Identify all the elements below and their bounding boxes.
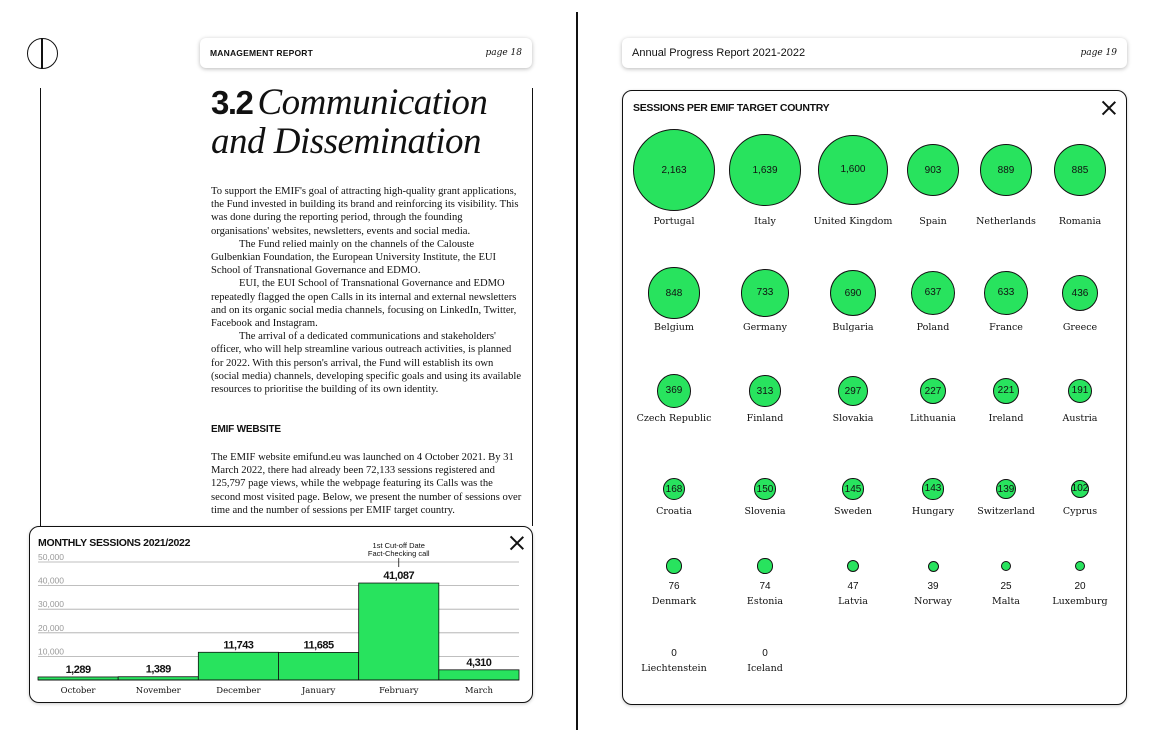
bubble-area bbox=[632, 373, 716, 409]
bubble-value-label: 143 bbox=[924, 483, 942, 495]
x-category-label: November bbox=[135, 686, 181, 696]
bubble-area bbox=[1038, 373, 1122, 409]
country-item bbox=[634, 553, 714, 608]
country-bubble bbox=[830, 270, 876, 316]
country-item bbox=[966, 373, 1046, 425]
country-item bbox=[1040, 128, 1120, 228]
bubble-value-label: 889 bbox=[997, 164, 1015, 176]
country-item bbox=[634, 373, 714, 425]
country-item bbox=[966, 553, 1046, 608]
bubble-area bbox=[891, 128, 975, 212]
logo-icon bbox=[27, 38, 58, 69]
bubble-area bbox=[723, 476, 807, 502]
bubble-area bbox=[723, 268, 807, 318]
country-item bbox=[813, 268, 893, 334]
left-margin-rule bbox=[40, 88, 41, 526]
country-name-label: Latvia bbox=[838, 596, 868, 607]
country-value-label: 39 bbox=[927, 581, 939, 592]
country-bubble bbox=[754, 478, 776, 500]
bubble-value-label: 168 bbox=[665, 483, 683, 495]
x-category-label: March bbox=[464, 686, 493, 696]
x-category-label: October bbox=[60, 686, 96, 696]
country-item bbox=[725, 646, 805, 675]
bar bbox=[198, 652, 278, 680]
bubble-area bbox=[632, 476, 716, 502]
country-item bbox=[634, 476, 714, 518]
bubble-value-label: 221 bbox=[997, 385, 1015, 397]
bubble-value-label: 150 bbox=[756, 483, 774, 495]
bubble-area bbox=[1038, 476, 1122, 502]
country-name-label: Poland bbox=[916, 322, 950, 333]
bubble-value-label: 313 bbox=[756, 385, 774, 397]
bubble-value-label: 733 bbox=[756, 287, 774, 299]
bubble-value-label: 191 bbox=[1071, 385, 1089, 397]
monthly-sessions-chart bbox=[30, 527, 534, 704]
country-bubble bbox=[838, 376, 868, 406]
website-paragraph: The EMIF website emifund.eu was launched on 4 October 2021. By 31 March 2022, there had already been 72,133 sessions registered and 125,797 page views, while the webpage featuring its Calls was the second most visited page. Below, we present the number of sessions over time and the number of sessions per EMIF target country. bbox=[211, 452, 522, 516]
country-name-label: Belgium bbox=[654, 322, 694, 333]
y-tick-label: 40,000 bbox=[38, 575, 64, 586]
country-item bbox=[725, 476, 805, 518]
country-name-label: France bbox=[989, 322, 1023, 333]
bubble-area bbox=[1038, 553, 1122, 579]
country-item bbox=[634, 268, 714, 334]
country-item bbox=[893, 553, 973, 608]
country-bubble bbox=[729, 134, 800, 205]
country-bubble bbox=[1068, 379, 1092, 403]
country-item bbox=[634, 128, 714, 228]
bubble-value-label: 1,600 bbox=[840, 164, 866, 176]
country-value-label: 0 bbox=[671, 648, 677, 659]
right-page-header bbox=[622, 38, 1127, 68]
country-item bbox=[725, 268, 805, 334]
bubble-value-label: 690 bbox=[844, 287, 862, 299]
website-body-text bbox=[211, 451, 523, 517]
right-page-number: page 19 bbox=[1080, 48, 1117, 58]
x-category-label: December bbox=[216, 686, 261, 696]
country-name-label: Lithuania bbox=[910, 413, 956, 424]
bubble-area bbox=[964, 128, 1048, 212]
country-name-label: Romania bbox=[1058, 216, 1102, 227]
country-name-label: Spain bbox=[919, 216, 947, 227]
intro-paragraph: EUI, the EUI School of Transnational Governance and EDMO repeatedly flagged the open Calls in its internal and external newsletters and on its organic social media channels, focusing on LinkedIn, Twitter, Facebook and Instagram. bbox=[211, 278, 517, 330]
bar-value-label: 11,743 bbox=[223, 639, 254, 652]
intro-body-text bbox=[211, 185, 523, 396]
y-tick-label: 10,000 bbox=[38, 646, 64, 657]
y-tick-label: 30,000 bbox=[38, 599, 64, 610]
country-name-label: Greece bbox=[1062, 322, 1098, 333]
country-panel-title: SESSIONS PER EMIF TARGET COUNTRY bbox=[633, 102, 830, 114]
country-bubble bbox=[984, 271, 1028, 315]
bubble-area bbox=[891, 268, 975, 318]
section-heading bbox=[211, 82, 531, 164]
country-name-label: Iceland bbox=[747, 663, 783, 674]
country-bubble bbox=[657, 374, 691, 408]
country-item bbox=[893, 268, 973, 334]
close-icon[interactable] bbox=[1102, 101, 1116, 115]
country-item bbox=[813, 553, 893, 608]
country-name-label: Austria bbox=[1062, 413, 1098, 424]
bubble-value-label: 633 bbox=[997, 287, 1015, 299]
country-name-label: Norway bbox=[914, 596, 952, 607]
country-bubble bbox=[980, 144, 1033, 197]
country-name-label: Sweden bbox=[833, 506, 873, 517]
country-bubble bbox=[1071, 480, 1089, 498]
country-name-label: Croatia bbox=[656, 506, 692, 517]
x-category-label: January bbox=[301, 686, 336, 696]
country-name-label: Slovakia bbox=[832, 413, 874, 424]
bar-value-label: 4,310 bbox=[466, 656, 492, 669]
country-item bbox=[1040, 553, 1120, 608]
country-value-label: 25 bbox=[1000, 581, 1012, 592]
country-item bbox=[893, 128, 973, 228]
country-name-label: Finland bbox=[746, 413, 784, 424]
bubble-area bbox=[811, 476, 895, 502]
bubble-area bbox=[891, 373, 975, 409]
country-item bbox=[634, 646, 714, 675]
country-bubble bbox=[749, 375, 780, 406]
left-page-number: page 18 bbox=[485, 48, 522, 58]
bubble-area bbox=[632, 128, 716, 212]
country-value-label: 74 bbox=[759, 581, 771, 592]
bubble-value-label: 436 bbox=[1071, 287, 1089, 299]
country-name-label: Germany bbox=[743, 322, 787, 333]
country-bubble bbox=[928, 561, 939, 572]
country-bubble bbox=[663, 478, 686, 501]
bubble-area bbox=[723, 553, 807, 579]
monthly-sessions-panel bbox=[29, 526, 533, 703]
bubble-value-label: 848 bbox=[665, 287, 683, 299]
country-name-label: Slovenia bbox=[744, 506, 786, 517]
bubble-area bbox=[891, 476, 975, 502]
left-header-title: MANAGEMENT REPORT bbox=[210, 48, 314, 58]
intro-paragraph: To support the EMIF's goal of attracting high-quality grant applications, the Fund invested in building its brand and reinforcing its visibility. This was done during the reporting period, through the founding organisations' websites, newsletters, events and social media. bbox=[211, 186, 519, 237]
bar-value-label: 11,685 bbox=[303, 639, 334, 652]
country-name-label: Italy bbox=[754, 216, 776, 227]
bubble-value-label: 145 bbox=[844, 483, 862, 495]
country-item bbox=[813, 128, 893, 228]
page-spine-divider bbox=[576, 12, 578, 730]
bubble-area bbox=[964, 373, 1048, 409]
bubble-area bbox=[891, 553, 975, 579]
country-bubble bbox=[847, 560, 859, 572]
country-name-label: Luxemburg bbox=[1052, 596, 1108, 607]
intro-paragraph: The arrival of a dedicated communications and stakeholders' officer, who will help streamline various outreach activities, is planned for 2022. With this person's arrival, the Fund will establish its own (social media) channels, developing specific goals and using its available resources to prioritise the building of its own identity. bbox=[211, 331, 522, 396]
country-item bbox=[1040, 268, 1120, 334]
emif-website-subheading: EMIF WEBSITE bbox=[211, 424, 281, 435]
bubble-area bbox=[723, 373, 807, 409]
bubble-area bbox=[632, 553, 716, 579]
text-column-rule bbox=[532, 88, 533, 526]
country-name-label: Denmark bbox=[651, 596, 697, 607]
country-bubble bbox=[818, 135, 889, 206]
right-header-title: Annual Progress Report 2021-2022 bbox=[632, 47, 806, 59]
country-name-label: United Kingdom bbox=[813, 216, 893, 227]
bubble-area bbox=[723, 128, 807, 212]
country-name-label: Estonia bbox=[746, 596, 784, 607]
country-bubble bbox=[1001, 561, 1011, 571]
bubble-value-label: 637 bbox=[924, 287, 942, 299]
bubble-value-label: 885 bbox=[1071, 164, 1089, 176]
bar bbox=[359, 583, 439, 680]
bubble-area bbox=[811, 553, 895, 579]
section-title-line1: Communication bbox=[257, 82, 488, 123]
country-bubble bbox=[1075, 561, 1085, 571]
country-name-label: Portugal bbox=[653, 216, 695, 227]
country-name-label: Bulgaria bbox=[832, 322, 874, 333]
country-name-label: Ireland bbox=[988, 413, 1024, 424]
bar bbox=[279, 652, 359, 680]
country-bubble bbox=[996, 479, 1017, 500]
country-item bbox=[813, 373, 893, 425]
country-value-label: 0 bbox=[762, 648, 768, 659]
country-bubble bbox=[907, 144, 960, 197]
country-sessions-panel bbox=[622, 90, 1127, 705]
country-bubble bbox=[741, 269, 789, 317]
annotation-line2: Fact-Checking call bbox=[367, 549, 430, 558]
country-bubble bbox=[1062, 275, 1099, 312]
bubble-value-label: 139 bbox=[997, 483, 1015, 495]
section-title-line2: and Dissemination bbox=[211, 121, 482, 162]
bubble-value-label: 102 bbox=[1071, 483, 1089, 495]
country-name-label: Malta bbox=[992, 596, 1020, 607]
bubble-value-label: 297 bbox=[844, 385, 862, 397]
country-name-label: Liechtenstein bbox=[641, 663, 707, 674]
bar-value-label: 41,087 bbox=[383, 570, 415, 583]
country-item bbox=[893, 476, 973, 518]
monthly-panel-title: MONTHLY SESSIONS 2021/2022 bbox=[38, 537, 191, 549]
bubble-area bbox=[811, 268, 895, 318]
country-name-label: Cyprus bbox=[1062, 506, 1098, 517]
country-name-label: Hungary bbox=[911, 506, 955, 517]
country-bubble bbox=[666, 558, 681, 573]
country-bubble bbox=[993, 378, 1019, 404]
country-item bbox=[725, 373, 805, 425]
country-item bbox=[725, 553, 805, 608]
bubble-value-label: 369 bbox=[665, 385, 683, 397]
country-item bbox=[966, 128, 1046, 228]
country-bubble bbox=[757, 558, 772, 573]
bubble-area bbox=[632, 268, 716, 318]
annotation-line1: 1st Cut-off Date bbox=[372, 541, 425, 550]
bubble-area bbox=[811, 373, 895, 409]
bubble-value-label: 903 bbox=[924, 164, 942, 176]
country-item bbox=[1040, 476, 1120, 518]
bar-value-label: 1,389 bbox=[145, 663, 171, 676]
bubble-area bbox=[964, 476, 1048, 502]
bubble-value-label: 1,639 bbox=[752, 164, 778, 176]
left-page-header bbox=[200, 38, 532, 68]
country-bubble bbox=[842, 478, 863, 499]
country-name-label: Czech Republic bbox=[636, 413, 712, 424]
y-tick-label: 20,000 bbox=[38, 622, 64, 633]
bar-value-label: 1,289 bbox=[65, 663, 91, 676]
x-category-label: February bbox=[379, 686, 419, 696]
section-number: 3.2 bbox=[211, 84, 253, 121]
bubble-area bbox=[811, 128, 895, 212]
country-bubble bbox=[911, 271, 955, 315]
country-name-label: Netherlands bbox=[976, 216, 1036, 227]
country-value-label: 20 bbox=[1074, 581, 1086, 592]
y-tick-label: 50,000 bbox=[38, 552, 64, 562]
country-value-label: 76 bbox=[668, 581, 680, 592]
country-item bbox=[1040, 373, 1120, 425]
bubble-area bbox=[964, 553, 1048, 579]
country-bubble bbox=[633, 129, 715, 211]
country-item bbox=[725, 128, 805, 228]
country-item bbox=[966, 268, 1046, 334]
country-item bbox=[813, 476, 893, 518]
country-bubble bbox=[920, 378, 947, 405]
bubble-area bbox=[1038, 128, 1122, 212]
intro-paragraph: The Fund relied mainly on the channels of the Calouste Gulbenkian Foundation, the European University Institute, the EUI School of Transnational Governance and EDMO. bbox=[211, 238, 497, 277]
bubble-value-label: 2,163 bbox=[661, 164, 687, 176]
country-bubble bbox=[648, 267, 699, 318]
bubble-value-label: 227 bbox=[924, 385, 942, 397]
country-value-label: 47 bbox=[847, 581, 859, 592]
bar bbox=[439, 670, 519, 680]
country-item bbox=[966, 476, 1046, 518]
bubble-area bbox=[1038, 268, 1122, 318]
country-name-label: Switzerland bbox=[977, 506, 1035, 517]
country-bubble bbox=[922, 478, 943, 499]
country-item bbox=[893, 373, 973, 425]
country-bubble bbox=[1054, 144, 1106, 196]
bubble-area bbox=[964, 268, 1048, 318]
